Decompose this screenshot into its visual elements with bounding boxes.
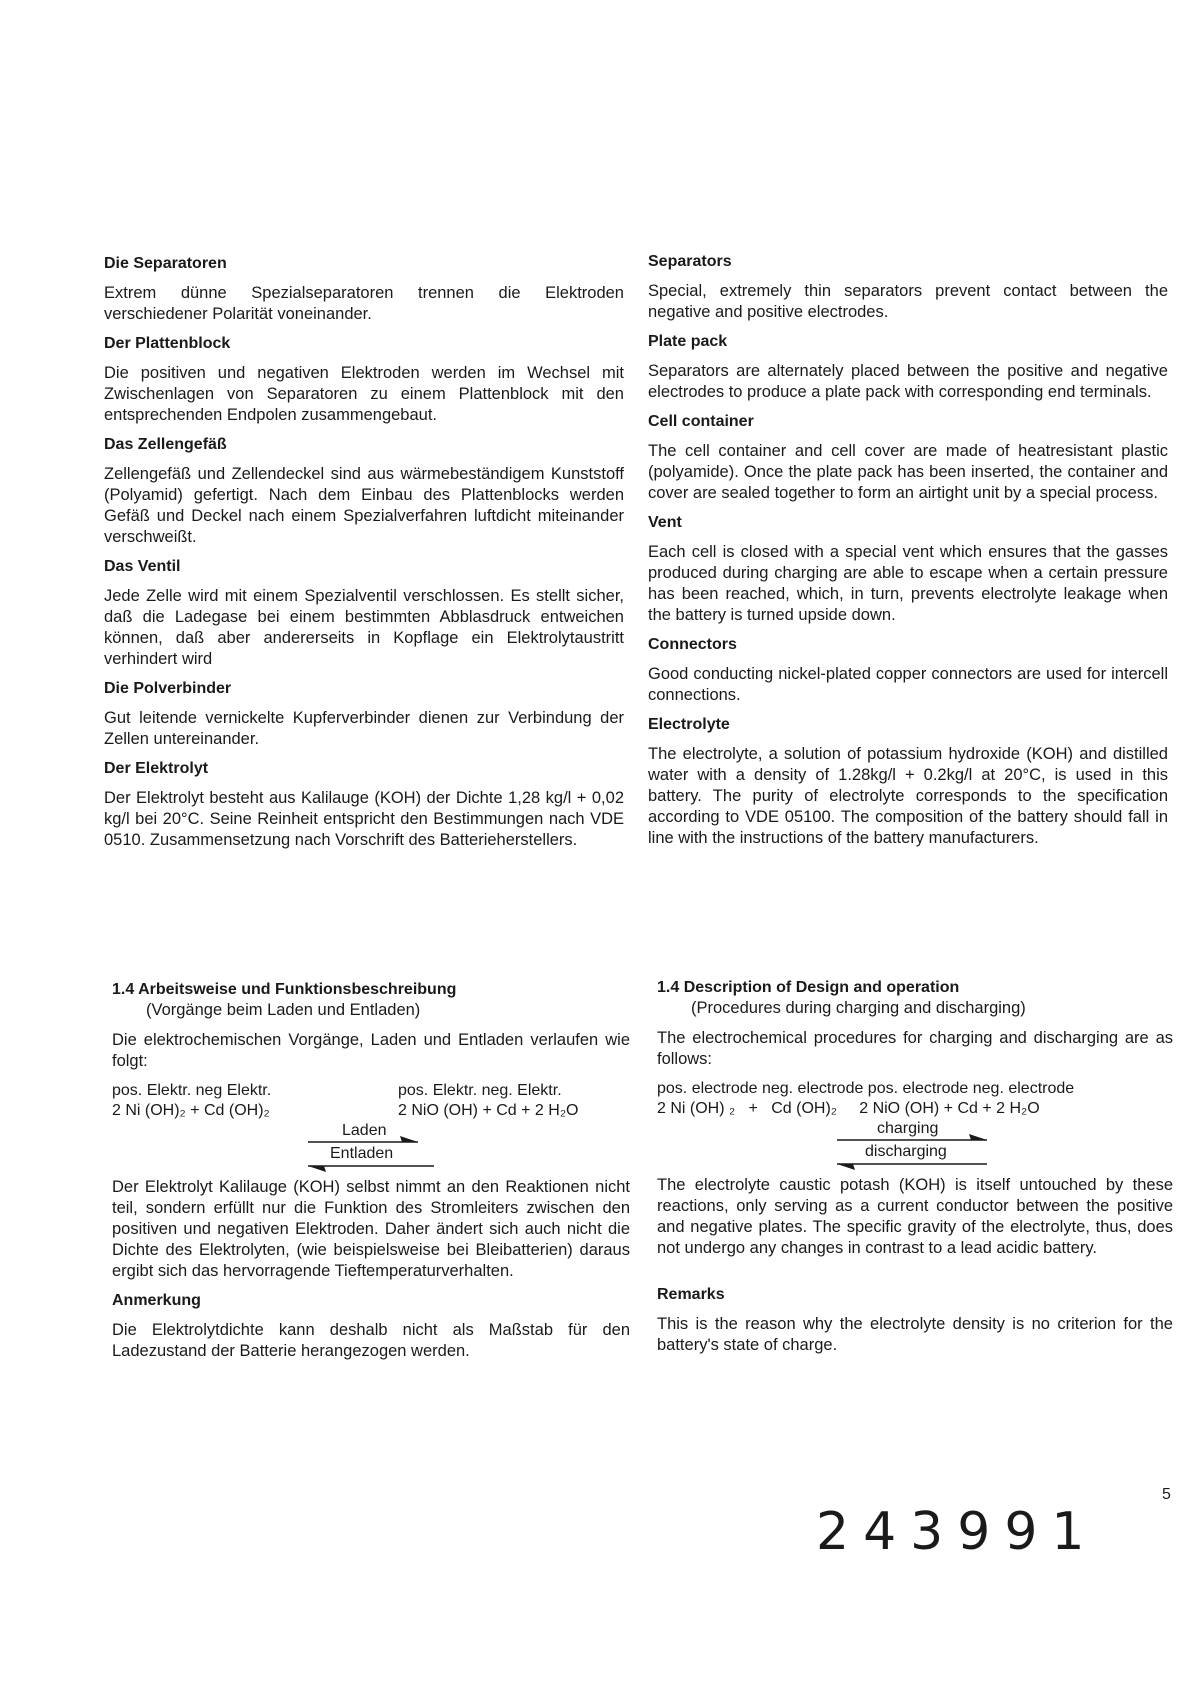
equation-right-label: pos. Elektr. neg. Elektr. [398,1082,562,1099]
stamp-number: 243991 [816,1502,1099,1562]
section-subheading: (Procedures during charging and discharging) [691,999,1026,1017]
section-heading: 1.4 Description of Design and operation [657,979,960,996]
section [648,715,1168,849]
section [648,513,1168,626]
arrow-label-discharge: Entladen [330,1145,394,1162]
section [104,334,624,426]
section [104,679,624,750]
section-text: Separators are alternately placed between the positive and negative electrodes to produce a plate pack with corresponding end terminals. [648,362,1168,401]
body-text: The electrolyte caustic potash (KOH) is itself untouched by these reactions, only serving as a current conductor between the positive and negative plates. The specific gravity of the electrolyte, thus, does not undergo any changes in contrast to a lead acidic battery. [657,1176,1173,1257]
section-text: The cell container and cell cover are made of heatresistant plastic (polyamide). Once the plate pack has been inserted, the container and cover are sealed together to form an airtight unit by a special process. [648,442,1168,502]
english-operation-column [657,977,1173,1365]
english-components-column [648,252,1168,858]
equation-left-label: pos. Elektr. neg Elektr. [112,1082,272,1099]
section-heading: Vent [648,514,682,531]
intro-text: The electrochemical procedures for charging and discharging are as follows: [657,1029,1173,1068]
section [648,635,1168,706]
section-text: Extrem dünne Spezialseparatoren trennen die Elektroden verschiedener Polarität voneinander. [104,284,624,323]
section-heading: Der Plattenblock [104,335,231,352]
section-text: Special, extremely thin separators prevent contact between the negative and positive electrodes. [648,282,1168,321]
section-heading: Der Elektrolyt [104,760,209,777]
arrow-label-discharge: discharging [865,1143,947,1160]
section-text: Der Elektrolyt besteht aus Kalilauge (KOH) der Dichte 1,28 kg/l + 0,02 kg/l bei 20°C. Seine Reinheit entspricht den Bestimmungen nach VDE 0510. Zusammensetzung nach Vorschrift des Batterieherstellers. [104,789,624,849]
equation: 2 Ni (OH) ₂ + Cd (OH)₂ 2 NiO (OH) + Cd + 2 H₂O [657,1100,1040,1117]
section-heading: Plate pack [648,333,728,350]
intro-text: Die elektrochemischen Vorgänge, Laden und Entladen verlaufen wie folgt: [112,1031,630,1070]
double-arrow-icon [657,1119,1194,1175]
arrow-label-charge: charging [877,1120,939,1137]
section-text: Each cell is closed with a special vent which ensures that the gasses produced during charging are able to escape when a certain pressure has been reached, which, in turn, prevents electrolyte leakage when the battery is turned upside down. [648,543,1168,624]
section-heading: Die Separatoren [104,255,227,272]
section [104,435,624,548]
remark-heading: Anmerkung [112,1292,201,1309]
remark-text: This is the reason why the electrolyte density is no criterion for the battery's state of charge. [657,1315,1173,1354]
section-heading: 1.4 Arbeitsweise und Funktionsbeschreibung [112,981,457,998]
section-heading: Die Polverbinder [104,680,232,697]
remark-heading: Remarks [657,1286,725,1303]
section-text: The electrolyte, a solution of potassium hydroxide (KOH) and distilled water with a density of 1.28kg/l + 0.2kg/l at 20°C, is used in this battery. The purity of electrolyte corresponds to the specification according to VDE 05100. The composition of the battery should fall in line with the instructions of the battery manufacturers. [648,745,1168,847]
section-text: Zellengefäß und Zellendeckel sind aus wärmebeständigem Kunststoff (Polyamid) gefertigt. Nach dem Einbau des Plattenblocks werden Gefäß und Deckel nach einem Spezialverfahren luftdicht miteinander verschweißt. [104,465,624,546]
german-components-column [104,254,624,860]
double-arrow-icon [112,1121,672,1177]
section-text: Good conducting nickel-plated copper connectors are used for intercell connections. [648,665,1168,704]
section [648,332,1168,403]
equation-right: 2 NiO (OH) + Cd + 2 H₂O [398,1102,579,1119]
body-text: Der Elektrolyt Kalilauge (KOH) selbst nimmt an den Reaktionen nicht teil, sondern erfüllt nur die Funktion des Stromleiters zwischen den positiven und negativen Elektroden. Daher ändert sich auch nicht die Dichte des Elektrolyten, (wie beispielsweise bei Bleibatterien) daraus ergibt sich das hervorragende Tieftemperaturverhalten. [112,1178,630,1280]
section-text: Gut leitende vernickelte Kupferverbinder dienen zur Verbindung der Zellen untereinander. [104,709,624,748]
section-heading: Cell container [648,413,754,430]
equation-label: pos. electrode neg. electrode pos. electrode neg. electrode [657,1080,1075,1097]
reaction-arrows [657,1119,1173,1175]
section-heading: Das Ventil [104,558,181,575]
page-number: 5 [1162,1486,1171,1503]
section-heading: Connectors [648,636,737,653]
section [648,252,1168,323]
remark-text: Die Elektrolytdichte kann deshalb nicht als Maßstab für den Ladezustand der Batterie herangezogen werden. [112,1321,630,1360]
section [104,557,624,670]
section-heading: Separators [648,253,732,270]
section [648,412,1168,504]
reaction-equation [112,1081,630,1121]
section-heading: Das Zellengefäß [104,436,227,453]
section [104,759,624,851]
section-text: Jede Zelle wird mit einem Spezialventil verschlossen. Es stellt sicher, daß die Ladegase bei einem bestimmten Abblasdruck entweichen können, daß aber andererseits in Kopflage ein Elektrolytaustritt verhindert wird [104,587,624,668]
section [104,254,624,325]
section-heading: Electrolyte [648,716,730,733]
section-subheading: (Vorgänge beim Laden und Entladen) [146,1001,421,1019]
section-text: Die positiven und negativen Elektroden werden im Wechsel mit Zwischenlagen von Separatoren zu einem Plattenblock mit den entsprechenden Endpolen zusammengebaut. [104,364,624,424]
reaction-equation [657,1079,1173,1119]
equation-left: 2 Ni (OH)₂ + Cd (OH)₂ [112,1102,270,1119]
german-operation-column [112,979,630,1371]
reaction-arrows [112,1121,630,1177]
arrow-label-charge: Laden [342,1122,387,1139]
